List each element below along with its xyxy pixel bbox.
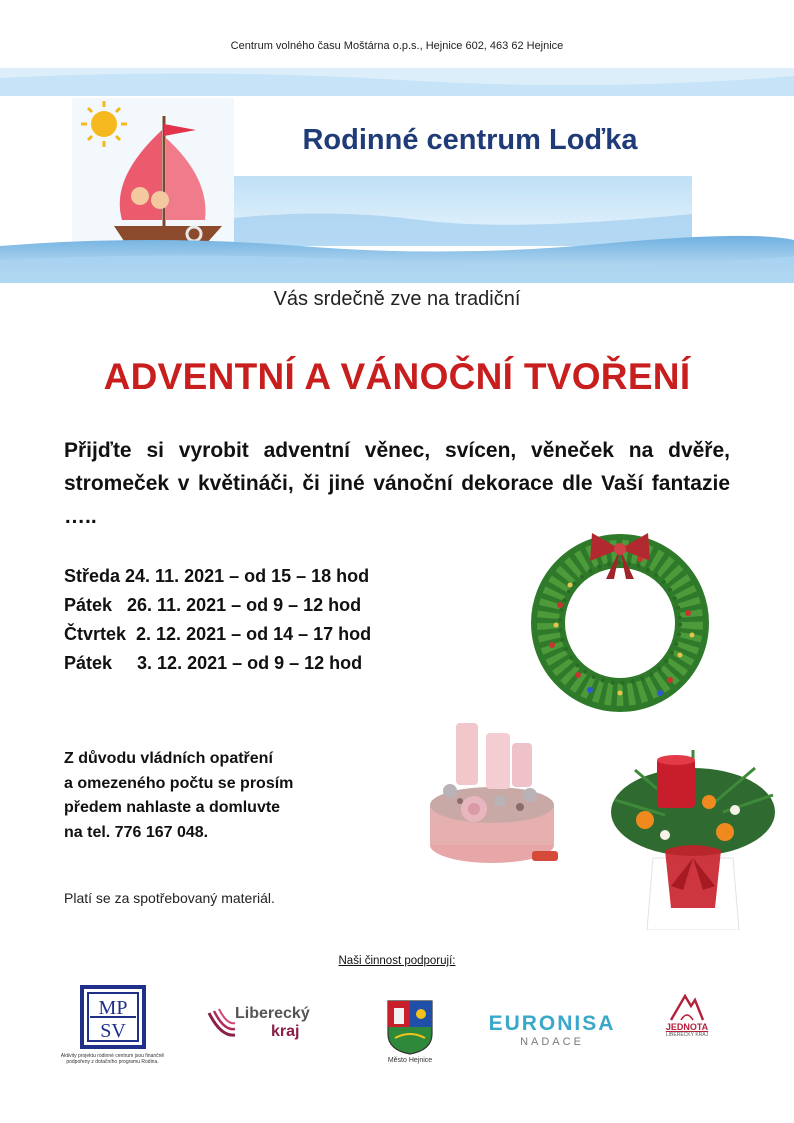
mpsv-mark-icon	[80, 985, 146, 1049]
notice-line: na tel. 776 167 048.	[64, 823, 209, 841]
liberecky-kraj-line1: Liberecký	[235, 1005, 310, 1022]
schedule-row: Pátek 26. 11. 2021 – od 9 – 12 hod	[64, 595, 362, 615]
euronisa-name: EURONISA	[488, 1012, 616, 1035]
liberecky-kraj-logo	[205, 1005, 335, 1045]
notice-line: a omezeného počtu se prosím	[64, 774, 294, 792]
pink-candle-arrangement-image	[420, 705, 570, 875]
event-description: Přijďte si vyrobit adventní věnec, svícen, věneček na dvěře, stromeček v květináči, či jiné vánoční dekorace dle Vaší fantazie …..	[64, 439, 730, 528]
jednota-logo	[652, 990, 722, 1038]
euronisa-sub: NADACE	[520, 1036, 584, 1048]
hejnice-caption: Město Hejnice	[387, 1057, 433, 1064]
euronisa-logo	[483, 1012, 621, 1048]
invite-line: Vás srdečně zve na tradiční	[273, 288, 521, 310]
event-headline: ADVENTNÍ A VÁNOČNÍ TVOŘENÍ	[103, 356, 691, 397]
mpsv-mark-bottom: SV	[99, 1020, 126, 1042]
jednota-mountain-icon	[667, 990, 707, 1022]
hejnice-coat-of-arms-icon	[385, 998, 435, 1056]
schedule-row: Středa 24. 11. 2021 – od 15 – 18 hod	[64, 566, 370, 586]
material-note: Platí se za spotřebovaný materiál.	[64, 890, 275, 906]
banner-illustration	[0, 68, 794, 283]
notice-line: předem nahlaste a domluvte	[64, 799, 281, 816]
notice-line: Z důvodu vládních opatření	[64, 750, 273, 767]
schedule-row: Pátek 3. 12. 2021 – od 9 – 12 hod	[64, 653, 363, 673]
advent-wreath-image	[520, 515, 720, 715]
organization-line: Centrum volného času Moštárna o.p.s., Hejnice 602, 463 62 Hejnice	[230, 40, 564, 52]
registration-notice	[64, 747, 384, 845]
mpsv-logo	[60, 985, 165, 1065]
mesto-hejnice-logo	[375, 998, 445, 1064]
liberecky-kraj-line2: kraj	[271, 1023, 300, 1040]
schedule-list	[64, 562, 484, 678]
schedule-row: Čtvrtek 2. 12. 2021 – od 14 – 17 hod	[64, 624, 372, 644]
jednota-name: JEDNOTA	[665, 1022, 709, 1032]
liberecky-kraj-swoosh-icon	[207, 1007, 237, 1041]
mpsv-mark-top: MP	[98, 997, 127, 1019]
red-candle-arrangement-image	[605, 740, 780, 930]
jednota-sub: LIBERECKÝ KRAJ	[665, 1032, 709, 1038]
sponsors-heading: Naši činnost podporují:	[338, 955, 456, 967]
mpsv-caption: Aktivity projektu rodinné centrum jsou finančně podpořeny z dotačního programu Rodina.	[60, 1053, 165, 1065]
center-title: Rodinné centrum Loďka	[302, 124, 638, 156]
